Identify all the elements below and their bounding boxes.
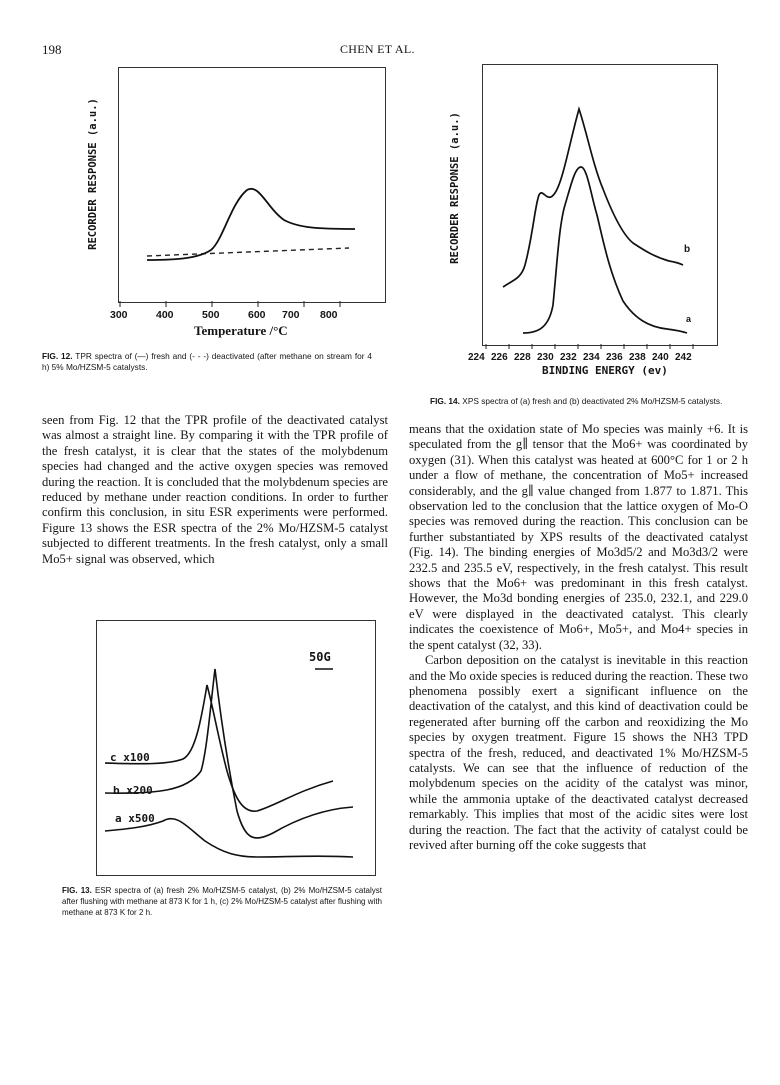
fig14-tick-232: 232 — [560, 352, 577, 363]
right-paragraph-2: Carbon deposition on the catalyst is inevitable in this reaction and the Mo oxide species is reduced during the reaction. These two phenomena possibly exert a significant influence on the deactivation of the catalyst, and this kind of deactivation could be regenerated after burning off the carbon and reoxidizing the Mo species by oxygen treatment. Figure 15 shows the NH3 TPD spectra of the fresh, reduced, and deactivated 1% Mo/HZSM-5 catalysts. We can see that the influence of reduction of the molybdenum species on the acidity of the catalyst was minor, while the ammonia uptake of the deactivated catalyst decreased remarkably. This implies that most of the acidic sites were lost during the reaction. The fact that the activity of catalyst could be revived after burning off the coke suggests that — [409, 653, 748, 852]
fig14-tick-228: 228 — [514, 352, 531, 363]
fig12-fresh-curve — [147, 189, 355, 260]
fig12-tick-700: 700 — [282, 309, 300, 321]
right-column-text — [409, 422, 748, 853]
fig14-tick-226: 226 — [491, 352, 508, 363]
fig12-tick-300: 300 — [110, 309, 128, 321]
fig13-caption-label: FIG. 13. — [62, 886, 92, 895]
fig13-label-a: a x500 — [115, 812, 155, 825]
fig14-xlabel: BINDING ENERGY (ev) — [542, 364, 668, 377]
fig14-plot-frame — [482, 64, 718, 346]
page-number: 198 — [42, 42, 62, 57]
fig14-tick-240: 240 — [652, 352, 669, 363]
fig12-caption-text: TPR spectra of (—) fresh and (- - -) deactivated (after methane on stream for 4 h) 5% Mo/HZSM-5 catalysts. — [42, 351, 372, 372]
fig14-label-a: a — [686, 314, 692, 324]
left-column-text — [42, 413, 388, 567]
fig13-caption — [62, 885, 382, 918]
fig14-ylabel: RECORDER RESPONSE (a.u.) — [449, 112, 461, 264]
fig14-curves — [483, 65, 717, 345]
fig12-caption — [42, 351, 372, 373]
fig14-label-b: b — [684, 244, 691, 255]
fig13-label-b: b x200 — [113, 784, 153, 797]
fig12-deactivated-curve — [147, 248, 349, 256]
fig12-ylabel: RECORDER RESPONSE (a.u.) — [87, 98, 99, 250]
fig12-plot-frame — [118, 67, 386, 303]
fig14-tick-238: 238 — [629, 352, 646, 363]
fig14-caption-label: FIG. 14. — [430, 396, 460, 406]
fig13-curves — [97, 621, 375, 875]
running-title: CHEN ET AL. — [340, 42, 415, 56]
fig14-caption — [430, 396, 748, 407]
fig14-xaxis — [482, 344, 716, 352]
fig13-caption-text: ESR spectra of (a) fresh 2% Mo/HZSM-5 catalyst, (b) 2% Mo/HZSM-5 catalyst after flushing with methane at 873 K for 1 h, (c) 2% Mo/HZSM-5 catalyst after flushing with methane at 873 K for 2 h. — [62, 886, 382, 917]
fig14-tick-224: 224 — [468, 352, 485, 363]
fig12-tick-600: 600 — [248, 309, 266, 321]
fig13-label-c: c x100 — [110, 751, 150, 764]
fig13-scale-label: 50G — [309, 650, 331, 664]
fig14-tick-230: 230 — [537, 352, 554, 363]
right-paragraph-1: means that the oxidation state of Mo species was mainly +6. It is speculated from the g∥ tensor that the Mo6+ was coordinated by oxygen (31). When this catalyst was heated at 600°C for 1 or 2 h under a flow of methane, the concentration of Mo5+ increased considerably, and the g∥ value changed from 1.877 to 1.871. This observation led to the conclusion that the lattice oxygen of Mo-O species was removed during the reaction. This conclusion can be further substantiated by XPS results of the deactivated catalyst (Fig. 14). The binding energies of Mo3d5/2 and Mo3d3/2 were 232.5 and 235.5 eV, respectively, in the fresh catalyst. This result shows that the Mo6+ was predominant in this fresh catalyst. However, the Mo3d bonding energies of 235.0, 232.1, and 229.0 eV were displayed in the deactivated catalyst. This clearly indicates the coexistence of Mo6+, Mo5+, and Mo4+ species in the spent catalyst (32, 33). — [409, 422, 748, 652]
fig12-xlabel: Temperature /°C — [194, 323, 288, 338]
fig14-tick-236: 236 — [606, 352, 623, 363]
fig12-curves — [119, 68, 385, 302]
fig12-tick-800: 800 — [320, 309, 338, 321]
left-paragraph: seen from Fig. 12 that the TPR profile of the deactivated catalyst was almost a straight line. By comparing it with the TPR profile of the fresh catalyst, it is clear that the states of the molybdenum species had changed and the active oxygen species was removed during the reaction. It is concluded that the molybdenum species are reduced by methane under reaction conditions. In order to further confirm this conclusion, in situ ESR experiments were performed. Figure 13 shows the ESR spectra of the 2% Mo/HZSM-5 catalyst subjected to different treatments. In the fresh catalyst, only a small Mo5+ signal was observed, which — [42, 413, 388, 566]
fig12-tick-500: 500 — [202, 309, 220, 321]
fig14-tick-234: 234 — [583, 352, 600, 363]
fig14-caption-text: XPS spectra of (a) fresh and (b) deactivated 2% Mo/HZSM-5 catalysts. — [462, 396, 723, 406]
fig12-caption-label: FIG. 12. — [42, 351, 73, 361]
fig12-tick-400: 400 — [156, 309, 174, 321]
fig14-tick-242: 242 — [675, 352, 692, 363]
fig13-plot-frame — [96, 620, 376, 876]
